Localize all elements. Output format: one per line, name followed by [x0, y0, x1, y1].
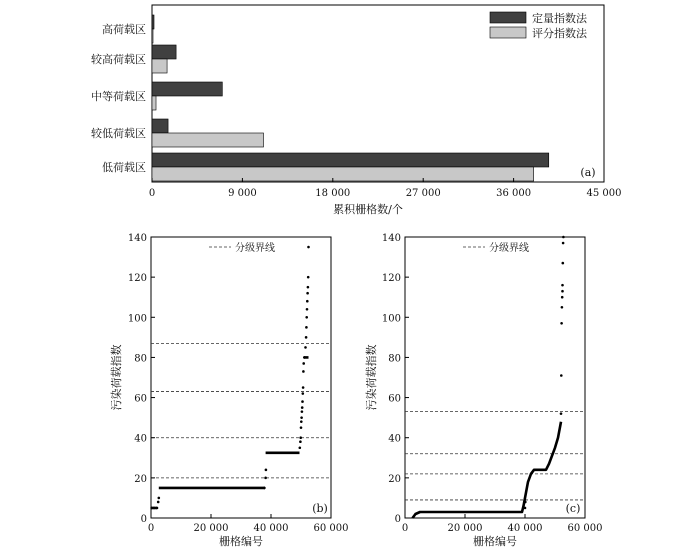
data-point [300, 426, 303, 429]
x-axis-label: 累积栅格数/个 [333, 203, 403, 216]
data-point [307, 246, 310, 249]
bar [152, 119, 168, 133]
data-point [561, 284, 564, 287]
panel-label: (c) [565, 502, 581, 515]
y-tick-label: 140 [127, 233, 147, 244]
data-point [302, 392, 305, 395]
panel-label: (a) [580, 166, 596, 179]
data-point [303, 356, 306, 359]
x-tick-label: 0 [148, 188, 156, 199]
x-tick-label: 45 000 [586, 188, 622, 199]
x-tick-label: 60 000 [567, 523, 603, 534]
data-point [524, 501, 527, 504]
category-label: 中等荷载区 [91, 90, 146, 103]
y-tick-label: 40 [134, 433, 147, 445]
y-tick-label: 0 [394, 514, 401, 525]
data-point [306, 292, 309, 295]
panel-a-bar-chart [91, 5, 622, 216]
y-tick-label: 0 [140, 514, 147, 525]
legend-label: 分级界线 [489, 243, 529, 254]
data-point [562, 262, 565, 265]
y-tick-label: 60 [388, 393, 401, 405]
y-tick-label: 120 [127, 273, 147, 285]
bar [152, 153, 549, 167]
data-point [304, 346, 307, 349]
bar [152, 167, 534, 181]
data-point [561, 296, 564, 299]
data-point [307, 286, 310, 289]
data-point [150, 507, 153, 510]
x-tick-label: 18 000 [315, 188, 351, 199]
y-axis-label: 污染荷载指数 [110, 344, 123, 411]
data-point [306, 308, 309, 311]
x-tick-label: 40 000 [507, 523, 543, 534]
data-point [562, 236, 565, 239]
panel-b-scatter-chart [109, 233, 349, 547]
data-point [302, 362, 305, 365]
data-point [300, 420, 303, 423]
bar [152, 133, 263, 147]
data-point [524, 507, 527, 510]
data-point [299, 440, 302, 443]
x-tick-label: 20 000 [447, 523, 483, 534]
bar [152, 82, 222, 96]
y-tick-label: 40 [388, 433, 401, 445]
x-tick-label: 0 [147, 523, 155, 534]
x-tick-label: 27 000 [405, 188, 441, 199]
bar [152, 29, 153, 43]
data-point [305, 326, 308, 329]
panel-label: (b) [312, 502, 328, 515]
x-tick-label: 36 000 [496, 188, 532, 199]
plot-frame [405, 237, 585, 518]
y-tick-label: 80 [134, 353, 147, 365]
data-point [301, 400, 304, 403]
x-axis-label: 栅格编号 [473, 535, 517, 547]
bar [152, 96, 156, 110]
legend-swatch [490, 27, 526, 38]
data-point [306, 300, 309, 303]
legend-swatch [490, 12, 526, 23]
y-tick-label: 20 [134, 473, 147, 485]
y-tick-label: 80 [388, 353, 401, 365]
data-point [158, 497, 161, 500]
data-point [301, 406, 304, 409]
data-point [305, 316, 308, 319]
data-point [264, 477, 267, 480]
data-point [263, 487, 266, 490]
x-tick-label: 20 000 [193, 523, 229, 534]
data-point [560, 374, 563, 377]
data-point [302, 370, 305, 373]
category-label: 高荷载区 [102, 23, 146, 36]
y-tick-label: 120 [381, 273, 401, 285]
data-point [307, 276, 310, 279]
bar [152, 45, 176, 59]
data-point [299, 436, 302, 439]
legend-label: 评分指数法 [532, 27, 587, 40]
plot-frame [151, 237, 331, 518]
category-label: 低荷载区 [102, 161, 146, 174]
y-tick-label: 60 [134, 393, 147, 405]
x-tick-label: 60 000 [313, 523, 349, 534]
data-point [300, 416, 303, 419]
data-point [153, 507, 156, 510]
panel-c-scatter-chart [364, 233, 603, 547]
data-point [560, 412, 563, 415]
data-point [157, 501, 160, 504]
data-point [305, 336, 308, 339]
y-axis-label: 污染荷载指数 [365, 344, 378, 411]
x-tick-label: 9 000 [228, 188, 257, 199]
x-axis-label: 栅格编号 [219, 535, 263, 547]
x-tick-label: 40 000 [253, 523, 289, 534]
legend-label: 定量指数法 [532, 12, 587, 25]
data-point [265, 469, 268, 472]
y-tick-label: 140 [381, 233, 401, 244]
data-point [302, 386, 305, 389]
x-tick-label: 0 [401, 523, 409, 534]
data-point [299, 446, 302, 449]
data-curve [413, 422, 562, 518]
legend-label: 分级界线 [235, 243, 275, 254]
bar [152, 15, 154, 29]
category-label: 较低荷载区 [91, 127, 146, 140]
bar [152, 59, 167, 73]
category-label: 较高荷载区 [91, 53, 146, 66]
y-tick-label: 20 [388, 473, 401, 485]
data-point [560, 322, 563, 325]
y-tick-label: 100 [381, 313, 401, 325]
data-point [156, 507, 159, 510]
data-point [561, 306, 564, 309]
data-point [301, 410, 304, 413]
data-point [561, 290, 564, 293]
y-tick-label: 100 [127, 313, 147, 325]
data-point [562, 242, 565, 245]
